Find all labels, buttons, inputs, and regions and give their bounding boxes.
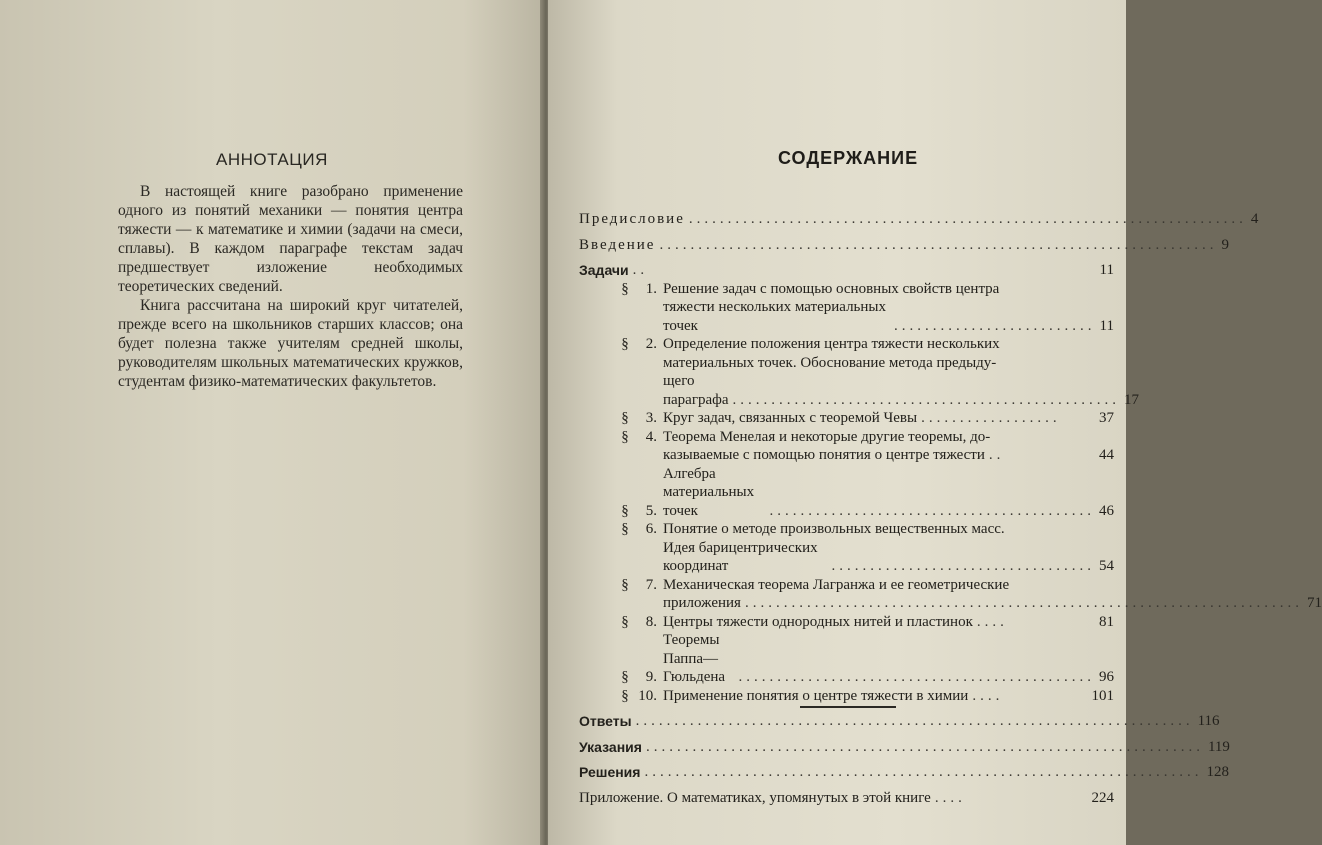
toc-label: Введение — [579, 236, 656, 253]
toc-page-number: 46 — [1099, 502, 1114, 519]
section-number: 7. — [645, 576, 657, 593]
toc-leader: .... — [934, 789, 966, 806]
toc-leader: .... — [976, 613, 1008, 630]
section-sign: § — [621, 336, 629, 352]
toc-page-number: 44 — [1099, 447, 1114, 463]
toc-label: Механическая теорема Лагранжа и ее геометрические — [663, 576, 1010, 593]
toc-page-number: 224 — [1091, 789, 1114, 806]
toc-label: материальных точек. Обоснование метода предыду- — [663, 354, 997, 371]
toc-entry-section-9 — [579, 631, 1114, 687]
toc-entry-section-6-cont — [579, 539, 1114, 576]
section-sign: § — [621, 410, 629, 426]
toc-entry-section-4-cont — [579, 446, 1114, 465]
toc-page-number: 71 — [1306, 595, 1322, 611]
toc-leader: ........................................................................ — [659, 236, 1218, 253]
toc-label: Задачи — [579, 262, 629, 278]
toc-label: казываемые с помощью понятия о центре тяжести — [663, 447, 985, 463]
toc-page-number: 96 — [1099, 669, 1114, 685]
section-sign: § — [621, 521, 629, 537]
toc-label: Решения — [579, 764, 641, 780]
toc-leader: .......................................... — [769, 502, 1095, 519]
toc-label: Алгебра материальных точек — [663, 465, 755, 519]
section-number: 9. — [645, 669, 657, 685]
toc-leader: ........................................................................ — [635, 713, 1194, 729]
toc-leader: .............................................. — [738, 669, 1095, 685]
toc-entry-section-2-cont2 — [579, 372, 1140, 409]
toc-label: тяжести нескольких материальных точек — [663, 299, 887, 334]
toc-leader: ........................................................................ — [644, 764, 1203, 780]
toc-label: приложения — [663, 595, 741, 611]
toc-label: Теоремы Паппа—Гюльдена — [663, 632, 726, 685]
annotation-paragraph-2: Книга рассчитана на широкий круг читателей, прежде всего на школьников старших классов; она будет полезна также учителям средней школы, руководителям школьных математических кружков, студентам физико-математических факультетов. — [118, 297, 463, 390]
toc-leader: ........................................................................ — [688, 211, 1247, 227]
table-of-contents — [579, 210, 1322, 807]
toc-entry-preface — [579, 210, 1259, 229]
toc-page-number: 81 — [1099, 613, 1114, 630]
toc-entry-section-4 — [579, 428, 1114, 447]
toc-label: Круг задач, связанных с теоремой Чевы — [663, 410, 918, 426]
section-number: 6. — [645, 521, 657, 537]
toc-entry-answers — [579, 712, 1220, 731]
toc-entry-section-3 — [579, 409, 1114, 428]
toc-entry-section-8 — [579, 613, 1114, 632]
section-sign: § — [621, 687, 629, 704]
section-sign: § — [621, 502, 629, 519]
toc-entry-section-5 — [579, 465, 1114, 521]
toc-page-number: 128 — [1206, 764, 1229, 780]
section-sign: § — [621, 669, 629, 685]
toc-entry-section-1 — [579, 280, 1114, 299]
toc-page-number: 37 — [1099, 410, 1114, 426]
toc-entry-tasks — [579, 261, 1114, 280]
toc-label: Идея барицентрических координат — [663, 539, 818, 574]
toc-leader: ........................................................................ — [645, 738, 1204, 755]
toc-page-number: 11 — [1099, 262, 1114, 278]
section-sign: § — [621, 280, 629, 297]
toc-leader: .... — [972, 687, 1004, 704]
toc-label: Теорема Менелая и некоторые другие теоремы, до- — [663, 428, 991, 445]
toc-entry-section-1-cont — [579, 298, 1114, 335]
toc-label: Предисловие — [579, 211, 685, 227]
toc-entry-intro — [579, 236, 1229, 255]
toc-label: Определение положения центра тяжести нескольких — [663, 336, 1000, 352]
toc-entry-section-7-cont — [579, 594, 1322, 613]
toc-page-number: 101 — [1091, 687, 1114, 704]
toc-entry-solutions — [579, 763, 1229, 782]
toc-page-number: 4 — [1250, 211, 1259, 227]
toc-label: щего параграфа — [663, 373, 729, 408]
toc-page-number: 17 — [1124, 391, 1140, 408]
toc-leader: .. — [988, 447, 1005, 463]
toc-leader: .......................... — [894, 317, 1096, 334]
section-sign: § — [621, 428, 629, 445]
toc-label: Указания — [579, 738, 642, 755]
annotation-title: АННОТАЦИЯ — [216, 150, 328, 169]
toc-label: Применение понятия о центре тяжести в химии — [663, 687, 969, 704]
toc-entry-section-2-cont — [579, 354, 1114, 373]
toc-label: Приложение. О математиках, упомянутых в этой книге — [579, 789, 931, 806]
toc-page-number: 9 — [1221, 236, 1229, 253]
section-sign: § — [621, 576, 629, 593]
section-number: 3. — [645, 410, 657, 426]
toc-label: Решение задач с помощью основных свойств центра — [663, 280, 1000, 297]
section-number: 4. — [645, 428, 657, 445]
toc-entry-appendix — [579, 789, 1114, 808]
toc-page-number: 116 — [1197, 713, 1220, 729]
toc-label: Понятие о методе произвольных вещественных масс. — [663, 521, 1005, 537]
end-rule — [800, 706, 896, 708]
toc-leader: .................. — [921, 410, 1061, 426]
toc-entry-section-2 — [579, 335, 1114, 354]
toc-page-number: 11 — [1099, 317, 1114, 334]
toc-leader: .. — [632, 262, 649, 278]
toc-page-number: 119 — [1207, 738, 1230, 755]
toc-entry-section-10 — [579, 687, 1114, 706]
toc-entry-hints — [579, 738, 1230, 757]
toc-entry-section-7 — [579, 576, 1114, 595]
section-number: 8. — [645, 613, 657, 630]
toc-leader: .................................. — [831, 558, 1095, 574]
section-number: 2. — [645, 336, 657, 352]
contents-title: СОДЕРЖАНИЕ — [778, 148, 919, 168]
toc-leader: .................................................. — [732, 391, 1121, 408]
section-number: 5. — [645, 502, 657, 519]
toc-label: Центры тяжести однородных нитей и пластинок — [663, 613, 973, 630]
toc-label: Ответы — [579, 713, 632, 729]
section-sign: § — [621, 613, 629, 630]
toc-page-number: 54 — [1099, 558, 1114, 574]
annotation-paragraph-1: В настоящей книге разобрано применение одного из понятий механики — понятия центра тяжести — к математике и химии (задачи на смеси, сплавы). В каждом параграфе текстам задач предшествует изложение необходимых теоретических сведений. — [118, 183, 463, 295]
toc-leader: ........................................................................ — [744, 595, 1303, 611]
left-page — [0, 0, 545, 845]
section-number: 10. — [638, 687, 657, 704]
section-number: 1. — [645, 280, 657, 297]
toc-entry-section-6 — [579, 520, 1114, 539]
annotation-body — [118, 182, 463, 391]
